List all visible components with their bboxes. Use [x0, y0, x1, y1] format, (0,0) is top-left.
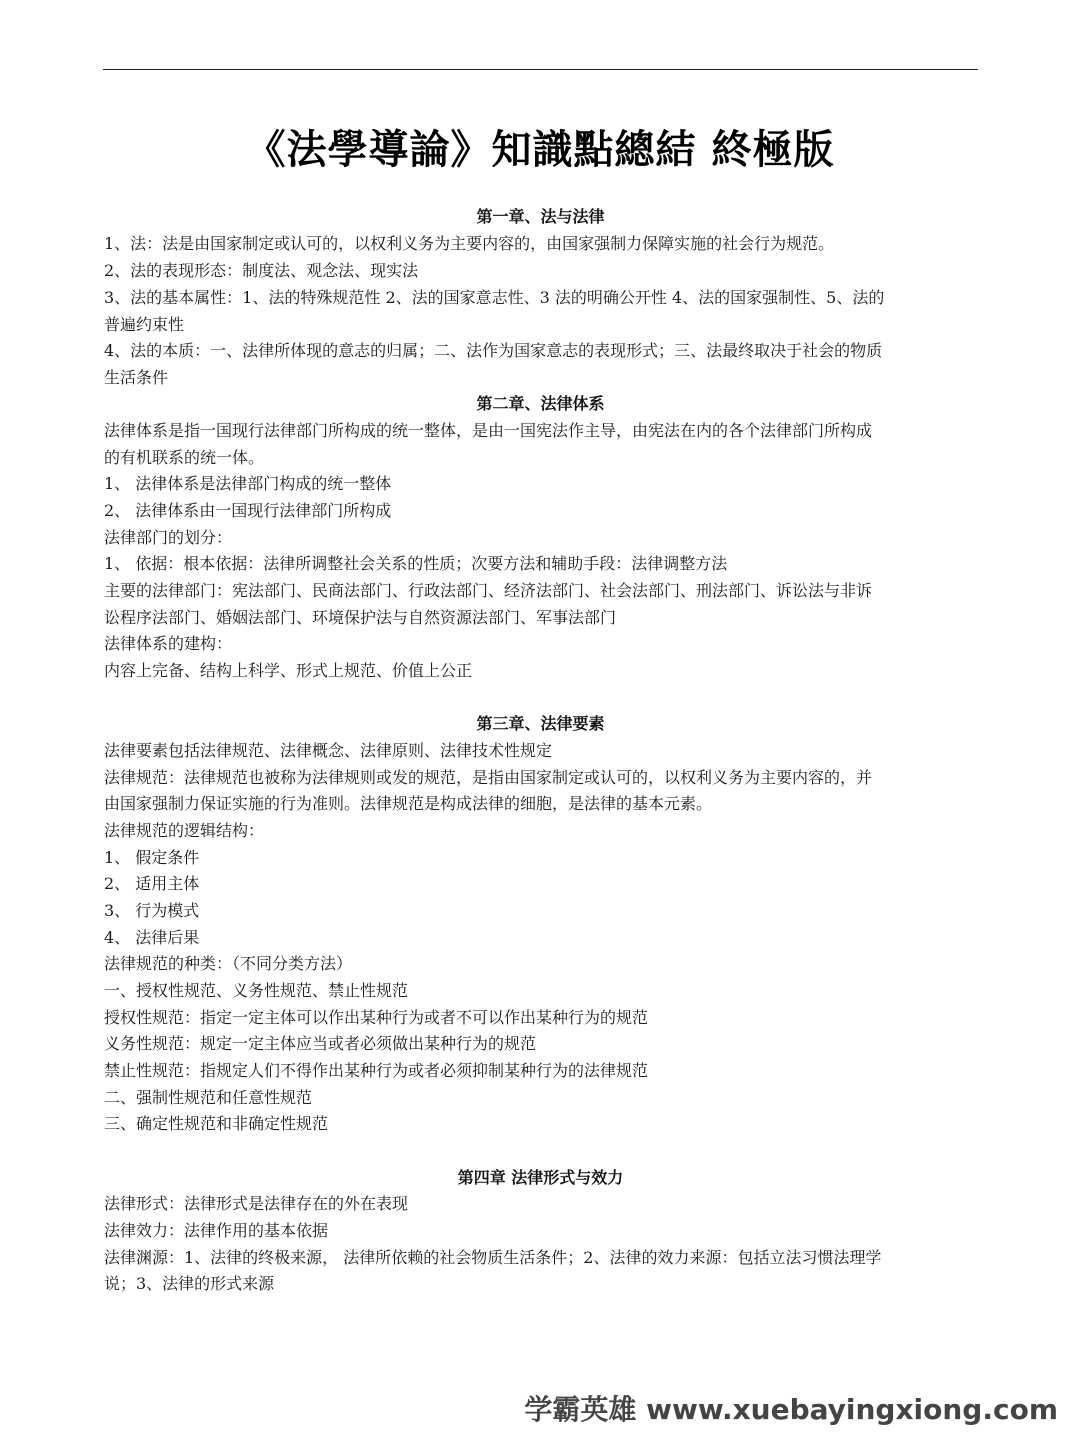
text-line: 普遍约束性 [104, 315, 185, 334]
text-line: 4、法的本质：一、法律所体现的意志的归属；二、法作为国家意志的表现形式；三、法最终取决于社会的物质 [104, 341, 883, 360]
text-line: 3、法的基本属性：1、法的特殊规范性 2、法的国家意志性、3 法的明确公开性 4、法的国家强制性、5、法的 [104, 288, 885, 307]
text-line: 内容上完备、结构上科学、形式上规范、价值上公正 [104, 661, 473, 680]
text-line: 法律规范的逻辑结构： [104, 821, 265, 840]
text-line: 2、 法律体系由一国现行法律部门所构成 [104, 501, 392, 520]
text-line: 1、法：法是由国家制定或认可的，以权利义务为主要内容的，由国家强制力保障实施的社会行为规范。 [104, 234, 835, 253]
text-line: 授权性规范：指定一定主体可以作出某种行为或者不可以作出某种行为的规范 [104, 1008, 649, 1027]
text-line: 2、法的表现形态：制度法、观念法、现实法 [104, 261, 419, 280]
text-line: 法律体系的建构： [104, 634, 233, 653]
text-line: 三、确定性规范和非确定性规范 [104, 1114, 329, 1133]
chapter-heading: 第二章、法律体系 [476, 394, 605, 413]
chapter-heading: 第四章 法律形式与效力 [457, 1168, 624, 1187]
text-line: 讼程序法部门、婚姻法部门、环境保护法与自然资源法部门、军事法部门 [104, 608, 617, 627]
text-line: 1、 依据：根本依据：法律所调整社会关系的性质；次要方法和辅助手段：法律调整方法 [104, 554, 728, 573]
chapter-heading: 第一章、法与法律 [476, 207, 605, 226]
text-line: 生活条件 [104, 368, 169, 387]
document-title: 《法學導論》知識點總結 終極版 [245, 127, 835, 173]
text-line: 说；3、法律的形式来源 [104, 1274, 275, 1293]
text-line: 法律规范的种类：（不同分类方法） [104, 954, 353, 973]
text-line: 法律规范：法律规范也被称为法律规则或发的规范，是指由国家制定或认可的，以权利义务为主要内容的，并 [104, 768, 873, 787]
top-divider [103, 69, 978, 70]
text-line: 法律部门的划分： [104, 528, 233, 547]
text-line: 由国家强制力保证实施的行为准则。法律规范是构成法律的细胞，是法律的基本元素。 [104, 794, 713, 813]
text-line: 法律形式：法律形式是法律存在的外在表现 [104, 1194, 409, 1213]
text-line: 义务性规范：规定一定主体应当或者必须做出某种行为的规范 [104, 1034, 537, 1053]
text-line: 一、授权性规范、义务性规范、禁止性规范 [104, 981, 409, 1000]
text-line: 3、 行为模式 [104, 901, 200, 920]
text-line: 1、 假定条件 [104, 848, 200, 867]
text-line: 2、 适用主体 [104, 874, 200, 893]
text-line: 二、强制性规范和任意性规范 [104, 1088, 313, 1107]
text-line: 主要的法律部门：宪法部门、民商法部门、行政法部门、经济法部门、社会法部门、刑法部门、诉讼法与非诉 [104, 581, 873, 600]
chapter-heading: 第三章、法律要素 [476, 714, 605, 733]
text-line: 法律体系是指一国现行法律部门所构成的统一整体，是由一国宪法作主导，由宪法在内的各个法律部门所构成 [104, 421, 873, 440]
text-line: 禁止性规范：指规定人们不得作出某种行为或者必须抑制某种行为的法律规范 [104, 1061, 649, 1080]
text-line: 1、 法律体系是法律部门构成的统一整体 [104, 474, 392, 493]
text-line: 法律要素包括法律规范、法律概念、法律原则、法律技术性规定 [104, 741, 553, 760]
site-watermark: 学霸英雄 www.xuebayingxiong.com [524, 1393, 1058, 1426]
text-line: 法律渊源：1、法律的终极来源， 法律所依赖的社会物质生活条件；2、法律的效力来源：包括立法习惯法理学 [104, 1248, 882, 1267]
text-line: 的有机联系的统一体。 [104, 448, 265, 467]
text-line: 4、 法律后果 [104, 928, 200, 947]
text-line: 法律效力：法律作用的基本依据 [104, 1221, 329, 1240]
